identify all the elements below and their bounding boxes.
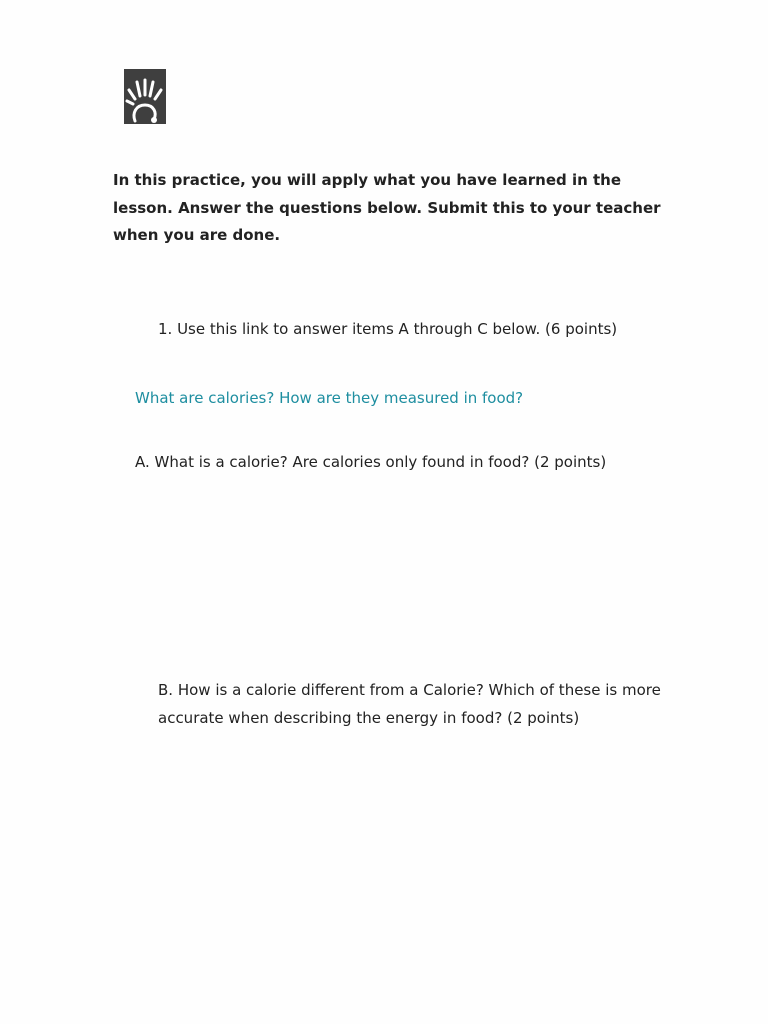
question-a: A. What is a calorie? Are calories only found in food? (2 points) [135, 453, 607, 471]
calories-link[interactable]: What are calories? How are they measured in food? [135, 389, 524, 407]
logo-icon [124, 69, 166, 124]
question-b: B. How is a calorie different from a Calorie? Which of these is more accurate when describing the energy in food? (2 points) [158, 681, 661, 727]
instructions-text: In this practice, you will apply what you have learned in the lesson. Answer the questions below. Submit this to your teacher when you are done. [113, 171, 661, 244]
question-1: 1. Use this link to answer items A through C below. (6 points) [158, 320, 618, 338]
